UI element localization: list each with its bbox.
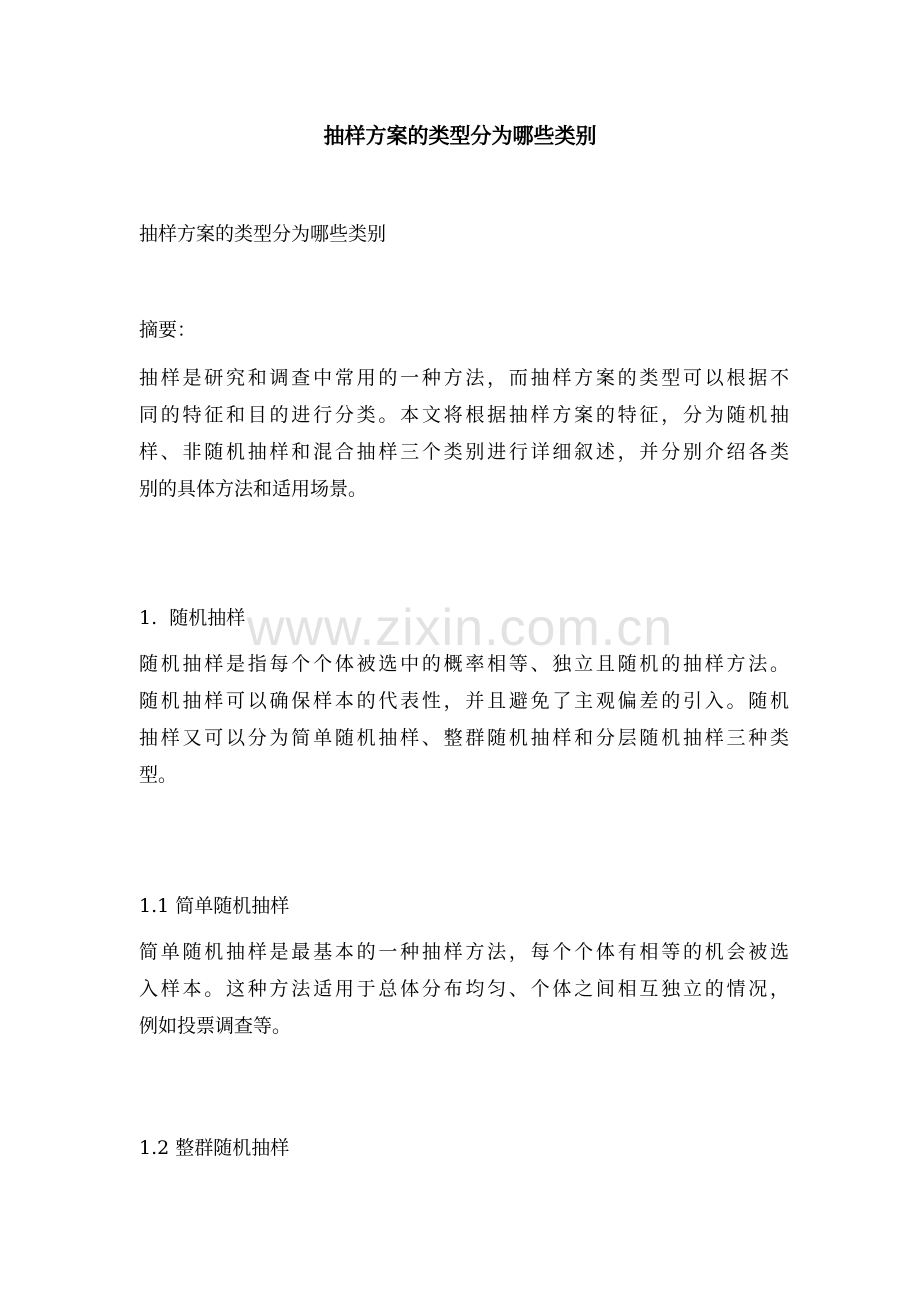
section-1-1-heading-text: 1.1 简单随机抽样 [139,895,290,917]
document-title: 抽样方案的类型分为哪些类别 [323,123,597,148]
section-1-line: 随机抽样是指每个个体被选中的概率相等、独立且随机的抽样方法。 [139,653,789,675]
section-1-heading [139,600,789,637]
abstract-label [139,312,789,349]
abstract-line: 抽样是研究和调查中常用的一种方法，而抽样方案的类型可以根据不 [139,367,789,389]
abstract-line: 同的特征和目的进行分类。本文将根据抽样方案的特征，分为随机抽 [139,404,789,426]
document-subtitle [139,216,789,253]
abstract-line: 样、非随机抽样和混合抽样三个类别进行详细叙述，并分别介绍各类 [139,441,789,463]
section-1-line: 型。 [139,764,178,786]
abstract-paragraph [139,360,789,508]
section-1-1-heading [139,888,789,925]
section-1-2-heading-text: 1.2 整群随机抽样 [139,1137,290,1159]
abstract-label-text: 摘要： [139,319,197,341]
section-1-1-line: 简单随机抽样是最基本的一种抽样方法，每个个体有相等的机会被选 [139,941,789,963]
section-1-line: 抽样又可以分为简单随机抽样、整群随机抽样和分层随机抽样三种类 [139,727,789,749]
section-1-paragraph [139,646,789,794]
subtitle-text: 抽样方案的类型分为哪些类别 [139,223,387,245]
section-1-1-paragraph [139,934,789,1045]
abstract-line: 别的具体方法和适用场景。 [139,478,368,500]
section-1-line: 随机抽样可以确保样本的代表性，并且避免了主观偏差的引入。随机 [139,690,789,712]
section-1-1-line: 入样本。这种方法适用于总体分布均匀、个体之间相互独立的情况， [139,978,789,1000]
watermark: www.zixin.com.cn [246,599,674,657]
section-1-1-line: 例如投票调查等。 [139,1015,292,1037]
section-1-heading-text: 1. 随机抽样 [139,607,246,629]
section-1-2-heading [139,1130,789,1167]
